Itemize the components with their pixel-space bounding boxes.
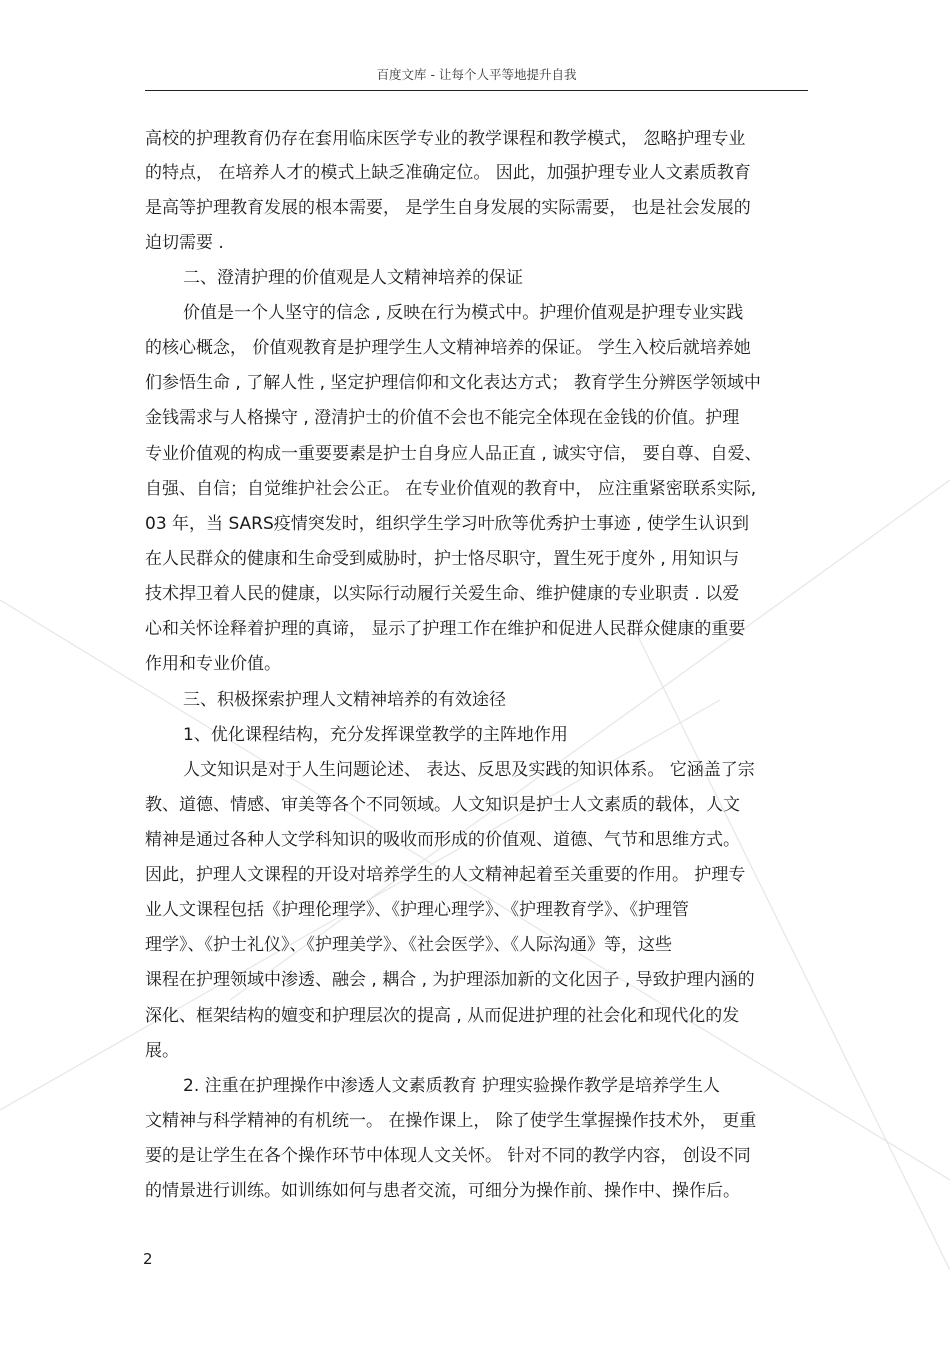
section-heading: 二、澄清护理的价值观是人文精神培养的保证 bbox=[183, 268, 523, 288]
body-line: 课程在护理领域中渗透、融会 , 耦合 , 为护理添加新的文化因子 , 导致护理内涵的 bbox=[145, 970, 755, 990]
body-line: 要的是让学生在各个操作环节中体现人文关怀。 针对不同的教学内容， 创设不同 bbox=[145, 1146, 751, 1166]
body-line: 价值是一个人坚守的信念 , 反映在行为模式中。护理价值观是护理专业实践 bbox=[183, 303, 744, 323]
page-header: 百度文库 - 让每个人平等地提升自我 bbox=[145, 64, 808, 91]
body-line: 自强、自信；自觉维护社会公正。 在专业价值观的教育中， 应注重紧密联系实际, bbox=[145, 479, 757, 499]
body-line: 的情景进行训练。如训练如何与患者交流，可细分为操作前、操作中、操作后。 bbox=[145, 1181, 740, 1201]
subsection-heading: 1、优化课程结构，充分发挥课堂教学的主阵地作用 bbox=[183, 725, 568, 745]
body-line: 精神是通过各种人文学科知识的吸收而形成的价值观、道德、气节和思维方式。 bbox=[145, 830, 740, 850]
subsection-heading: 2. 注重在护理操作中渗透人文素质教育 护理实验操作教学是培养学生人 bbox=[183, 1076, 721, 1096]
body-line: 专业价值观的构成一重要要素是护士自身应人品正直 , 诚实守信， 要自尊、自爱、 bbox=[145, 444, 762, 464]
body-line: 03 年，当 SARS疫情突发时，组织学生学习叶欣等优秀护士事迹 , 使学生认识到 bbox=[145, 514, 749, 534]
body-line: 的核心概念， 价值观教育是护理学生人文精神培养的保证。 学生入校后就培养她 bbox=[145, 338, 751, 358]
body-line: 教、道德、情感、审美等各个不同领域。人文知识是护士人文素质的载体，人文 bbox=[145, 795, 740, 815]
body-line: 因此，护理人文课程的开设对培养学生的人文精神起着至关重要的作用。 护理专 bbox=[145, 865, 746, 885]
body-line: 心和关怀诠释着护理的真谛， 显示了护理工作在维护和促进人民群众健康的重要 bbox=[145, 619, 746, 639]
body-line: 在人民群众的健康和生命受到威胁时，护士恪尽职守，置生死于度外 , 用知识与 bbox=[145, 549, 740, 569]
body-line: 深化、框架结构的嬗变和护理层次的提高 , 从而促进护理的社会化和现代化的发 bbox=[145, 1006, 740, 1026]
body-line: 金钱需求与人格操守 , 澄清护士的价值不会也不能完全体现在金钱的价值。护理 bbox=[145, 408, 740, 428]
body-line: 人文知识是对于人生问题论述、 表达、反思及实践的知识体系。 它涵盖了宗 bbox=[183, 760, 755, 780]
body-line: 们参悟生命 , 了解人性 , 坚定护理信仰和文化表达方式； 教育学生分辨医学领域中 bbox=[145, 373, 761, 393]
body-line: 业人文课程包括《护理伦理学》、《护理心理学》、《护理教育学》、《护理管 bbox=[145, 900, 689, 920]
page-number: 2 bbox=[143, 1250, 153, 1268]
body-line: 迫切需要 . bbox=[145, 233, 224, 253]
body-line: 技术捍卫着人民的健康，以实际行动履行关爱生命、维护健康的专业职责 . 以爱 bbox=[145, 584, 740, 604]
body-line: 是高等护理教育发展的根本需要， 是学生自身发展的实际需要， 也是社会发展的 bbox=[145, 198, 751, 218]
body-line: 展。 bbox=[145, 1041, 179, 1061]
body-line: 高校的护理教育仍存在套用临床医学专业的教学课程和教学模式， 忽略护理专业 bbox=[145, 129, 746, 149]
body-line: 文精神与科学精神的有机统一。 在操作课上， 除了使学生掌握操作技术外， 更重 bbox=[145, 1111, 757, 1131]
body-line: 作用和专业价值。 bbox=[145, 654, 281, 674]
body-line: 理学》、《护士礼仪》、《护理美学》、《社会医学》、《人际沟通》等，这些 bbox=[145, 935, 672, 955]
section-heading: 三、积极探索护理人文精神培养的有效途径 bbox=[183, 690, 506, 710]
body-line: 的特点， 在培养人才的模式上缺乏准确定位。 因此，加强护理专业人文素质教育 bbox=[145, 163, 751, 183]
